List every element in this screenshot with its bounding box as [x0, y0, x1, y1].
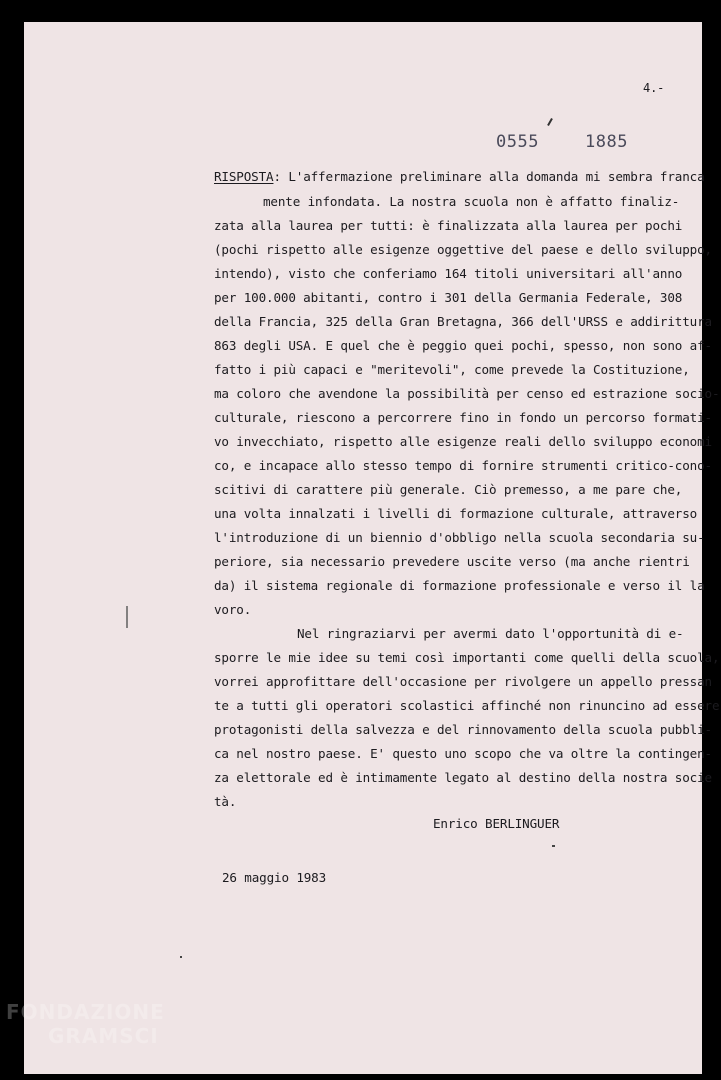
body-line: vorrei approfittare dell'occasione per rivolgere un appello pressan: [214, 674, 712, 689]
margin-pencil-mark: [126, 606, 128, 628]
ink-speck: [180, 956, 182, 958]
page-number: 4.-: [643, 81, 665, 95]
body-line: za elettorale ed è intimamente legato al destino della nostra socie: [214, 770, 712, 785]
answer-first-line: [214, 171, 705, 184]
archive-stamp-right: 1885: [585, 132, 628, 152]
body-line: tà.: [214, 794, 237, 809]
body-line: una volta innalzati i livelli di formazione culturale, attraverso: [214, 506, 698, 521]
body-line: (pochi rispetto alle esigenze oggettive del paese e dello sviluppo,: [214, 242, 712, 257]
archive-watermark: [6, 1000, 165, 1048]
body-line: co, e incapace allo stesso tempo di fornire strumenti critico-cono-: [214, 458, 712, 473]
body-line: ca nel nostro paese. E' questo uno scopo che va oltre la contingen-: [214, 746, 712, 761]
body-line: fatto i più capaci e "meritevoli", come prevede la Costituzione,: [214, 362, 690, 377]
body-line: da) il sistema regionale di formazione professionale e verso il la: [214, 578, 705, 593]
ink-speck: [552, 845, 555, 847]
body-line: intendo), visto che conferiamo 164 titoli universitari all'anno: [214, 266, 683, 281]
watermark-line-1: FONDAZIONE: [6, 1000, 165, 1024]
answer-label: RISPOSTA: [214, 169, 274, 184]
body-line: scitivi di carattere più generale. Ciò premesso, a me pare che,: [214, 482, 683, 497]
watermark-line-2: GRAMSCI: [48, 1024, 159, 1048]
body-line: per 100.000 abitanti, contro i 301 della Germania Federale, 308: [214, 290, 683, 305]
body-line: ma coloro che avendone la possibilità per censo ed estrazione socio-: [214, 386, 720, 401]
body-line: sporre le mie idee su temi così importanti come quelli della scuola,: [214, 650, 720, 665]
body-line: protagonisti della salvezza e del rinnovamento della scuola pubbli-: [214, 722, 712, 737]
body-line: voro.: [214, 602, 252, 617]
body-line: della Francia, 325 della Gran Bretagna, 366 dell'URSS e addirittura: [214, 314, 712, 329]
body-line: Nel ringraziarvi per avermi dato l'opportunità di e-: [297, 626, 684, 641]
body-line: culturale, riescono a percorrere fino in fondo un percorso formati-: [214, 410, 712, 425]
archive-stamp-left: 0555: [496, 132, 539, 152]
body-line: periore, sia necessario prevedere uscite verso (ma anche rientri: [214, 554, 690, 569]
body-line: zata alla laurea per tutti: è finalizzata alla laurea per pochi: [214, 218, 683, 233]
body-line: vo invecchiato, rispetto alle esigenze reali dello sviluppo economi: [214, 434, 712, 449]
answer-first-line-text: : L'affermazione preliminare alla domanda mi sembra franca: [273, 169, 705, 184]
document-date: 26 maggio 1983: [222, 870, 327, 885]
body-line: 863 degli USA. E quel che è peggio quei pochi, spesso, non sono af-: [214, 338, 712, 353]
signature: Enrico BERLINGUER: [433, 816, 560, 831]
body-line: mente infondata. La nostra scuola non è affatto finaliz-: [263, 194, 680, 209]
body-line: te a tutti gli operatori scolastici affinché non rinuncino ad essere: [214, 698, 720, 713]
body-line: l'introduzione di un biennio d'obbligo nella scuola secondaria su-: [214, 530, 705, 545]
